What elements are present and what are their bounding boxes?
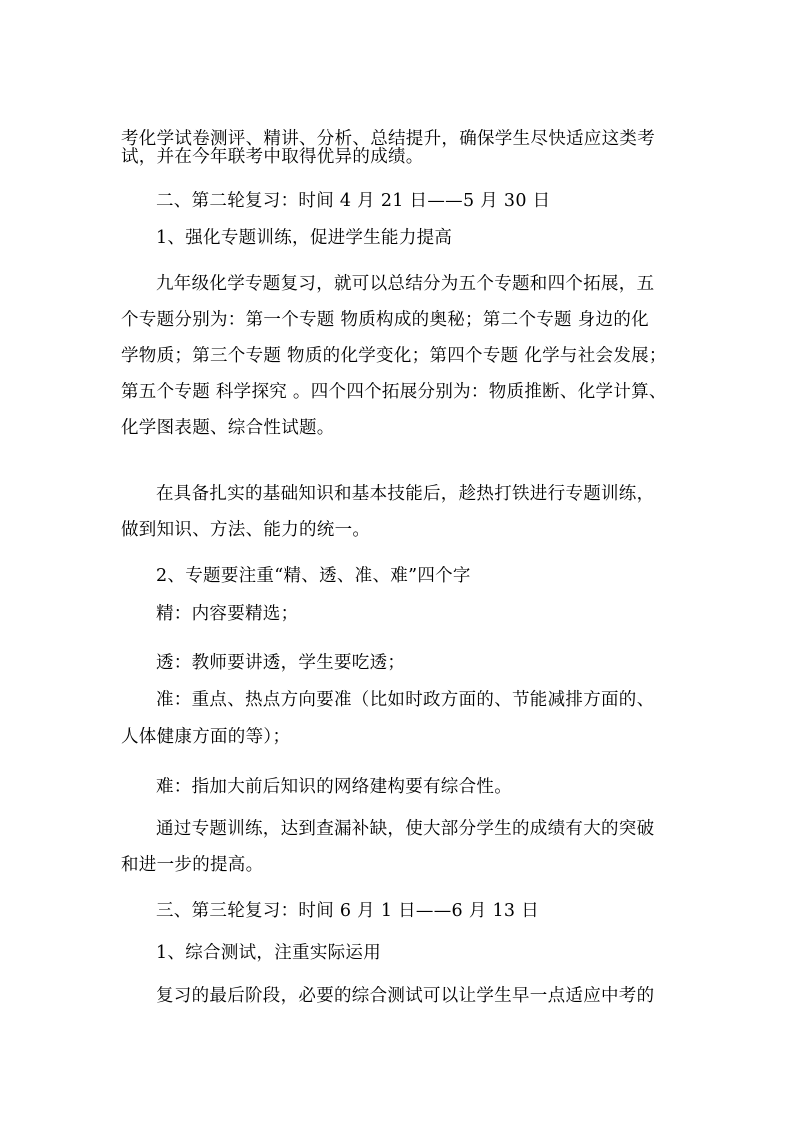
subheading: 2、专题要注重“精、透、准、难”四个字 (156, 566, 471, 586)
paragraph-line: 个专题分别为：第一个专题 物质构成的奥秘；第二个专题 身边的化 (121, 310, 649, 330)
paragraph-line: 通过专题训练，达到查漏补缺，使大部分学生的成绩有大的突破 (156, 819, 655, 839)
paragraph-line: 学物质；第三个专题 物质的化学变化；第四个专题 化学与社会发展； (121, 346, 667, 366)
list-item: 难：指加大前后知识的网络建构要有综合性。 (156, 777, 512, 797)
subheading: 1、强化专题训练，促进学生能力提高 (156, 228, 453, 248)
paragraph-line: 试，并在今年联考中取得优异的成绩。 (121, 147, 424, 167)
paragraph-line: 做到知识、方法、能力的统一。 (121, 520, 371, 540)
paragraph-line: 化学图表题、综合性试题。 (121, 418, 335, 438)
paragraph-line: 和进一步的提高。 (121, 855, 264, 875)
subheading: 1、综合测试，注重实际运用 (156, 943, 382, 963)
list-item: 人体健康方面的等）； (121, 727, 291, 747)
section-heading-2: 二、第二轮复习：时间 4 月 21 日——5 月 30 日 (156, 191, 551, 211)
paragraph-line: 考化学试卷测评、精讲、分析、总结提升，确保学生尽快适应这类考 (121, 129, 655, 149)
paragraph-line: 第五个专题 科学探究 。四个四个拓展分别为：物质推断、化学计算、 (121, 382, 667, 402)
list-item: 准：重点、热点方向要准（比如时政方面的、节能减排方面的、 (156, 690, 655, 710)
list-item: 精：内容要精选； (156, 604, 299, 624)
paragraph-line: 在具备扎实的基础知识和基本技能后，趁热打铁进行专题训练， (156, 484, 655, 504)
paragraph-line: 九年级化学专题复习，就可以总结分为五个专题和四个拓展，五 (156, 274, 655, 294)
section-heading-3: 三、第三轮复习：时间 6 月 1 日——6 月 13 日 (156, 901, 540, 921)
paragraph-line: 复习的最后阶段，必要的综合测试可以让学生早一点适应中考的 (156, 986, 655, 1006)
list-item: 透：教师要讲透，学生要吃透； (156, 653, 406, 673)
